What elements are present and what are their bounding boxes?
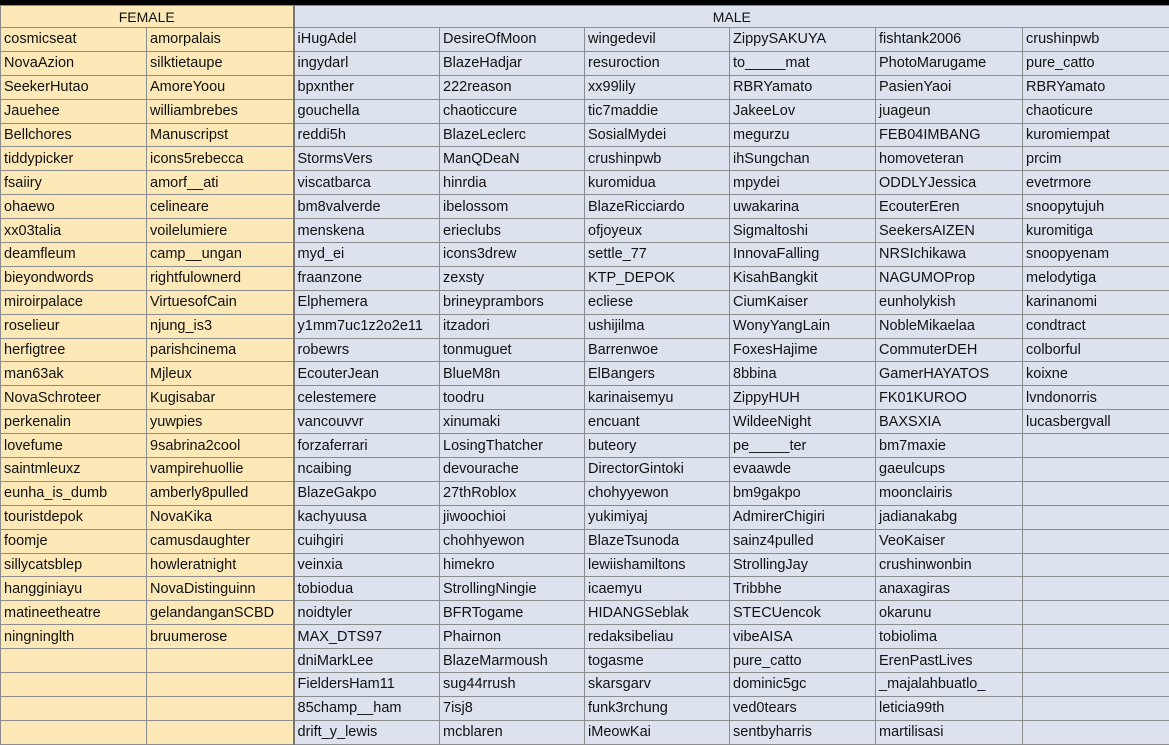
- female-cell[interactable]: Manuscripst: [147, 123, 294, 147]
- male-cell[interactable]: jiwoochioi: [440, 505, 585, 529]
- table-row: [1, 75, 1169, 99]
- male-cell[interactable]: NRSIchikawa: [876, 243, 1023, 267]
- male-cell[interactable]: WonyYangLain: [730, 314, 876, 338]
- female-cell[interactable]: 9sabrina2cool: [147, 434, 294, 458]
- female-cell[interactable]: xx03talia: [1, 219, 147, 243]
- table-row: [1, 171, 1169, 195]
- male-cell[interactable]: chaoticure: [1023, 99, 1169, 123]
- table-row: [1, 553, 1169, 577]
- male-cell[interactable]: fishtank2006: [876, 28, 1023, 52]
- male-cell[interactable]: skarsgarv: [585, 673, 730, 697]
- female-cell[interactable]: sillycatsblep: [1, 553, 147, 577]
- spreadsheet: [0, 5, 1169, 717]
- female-cell[interactable]: roselieur: [1, 314, 147, 338]
- male-cell[interactable]: bm8valverde: [294, 195, 440, 219]
- male-cell[interactable]: itzadori: [440, 314, 585, 338]
- male-header[interactable]: MALE: [294, 6, 1169, 28]
- female-cell[interactable]: amorf__ati: [147, 171, 294, 195]
- male-cell[interactable]: okarunu: [876, 601, 1023, 625]
- male-cell[interactable]: FoxesHajime: [730, 338, 876, 362]
- female-cell[interactable]: [1, 673, 147, 697]
- male-cell[interactable]: ZippySAKUYA: [730, 28, 876, 52]
- female-cell[interactable]: Mjleux: [147, 362, 294, 386]
- male-cell[interactable]: ofjoyeux: [585, 219, 730, 243]
- male-cell[interactable]: [1023, 720, 1169, 744]
- female-cell[interactable]: bieyondwords: [1, 266, 147, 290]
- female-cell[interactable]: yuwpies: [147, 410, 294, 434]
- male-cell[interactable]: StormsVers: [294, 147, 440, 171]
- male-cell[interactable]: homoveteran: [876, 147, 1023, 171]
- female-cell[interactable]: NovaSchroteer: [1, 386, 147, 410]
- male-cell[interactable]: ibelossom: [440, 195, 585, 219]
- female-cell[interactable]: hangginiayu: [1, 577, 147, 601]
- male-cell[interactable]: toodru: [440, 386, 585, 410]
- male-cell[interactable]: forzaferrari: [294, 434, 440, 458]
- male-cell[interactable]: kachyuusa: [294, 505, 440, 529]
- table-row: [1, 720, 1169, 744]
- male-cell[interactable]: BlazeTsunoda: [585, 529, 730, 553]
- male-cell[interactable]: pure_catto: [730, 649, 876, 673]
- male-cell[interactable]: moonclairis: [876, 481, 1023, 505]
- table-row: [1, 314, 1169, 338]
- male-cell[interactable]: ErenPastLives: [876, 649, 1023, 673]
- male-cell[interactable]: martilisasi: [876, 720, 1023, 744]
- male-cell[interactable]: ved0tears: [730, 696, 876, 720]
- table-row: [1, 123, 1169, 147]
- male-cell[interactable]: crushinpwb: [585, 147, 730, 171]
- female-cell[interactable]: icons5rebecca: [147, 147, 294, 171]
- table-row: [1, 290, 1169, 314]
- male-cell[interactable]: SosialMydei: [585, 123, 730, 147]
- male-cell[interactable]: ihSungchan: [730, 147, 876, 171]
- male-cell[interactable]: GamerHAYATOS: [876, 362, 1023, 386]
- male-cell[interactable]: prcim: [1023, 147, 1169, 171]
- male-cell[interactable]: _majalahbuatlo_: [876, 673, 1023, 697]
- male-cell[interactable]: xx99lily: [585, 75, 730, 99]
- table-row: [1, 266, 1169, 290]
- female-cell[interactable]: NovaDistinguinn: [147, 577, 294, 601]
- male-cell[interactable]: crushinpwb: [1023, 28, 1169, 52]
- male-cell[interactable]: jadianakabg: [876, 505, 1023, 529]
- female-cell[interactable]: [147, 649, 294, 673]
- male-cell[interactable]: xinumaki: [440, 410, 585, 434]
- female-cell[interactable]: voilelumiere: [147, 219, 294, 243]
- male-cell[interactable]: resuroction: [585, 51, 730, 75]
- male-cell[interactable]: FieldersHam11: [294, 673, 440, 697]
- male-cell[interactable]: vancouvvr: [294, 410, 440, 434]
- male-cell[interactable]: settle_77: [585, 243, 730, 267]
- male-cell[interactable]: lewiishamiltons: [585, 553, 730, 577]
- male-cell[interactable]: lucasbergvall: [1023, 410, 1169, 434]
- male-cell[interactable]: 222reason: [440, 75, 585, 99]
- female-cell[interactable]: ohaewo: [1, 195, 147, 219]
- male-cell[interactable]: Tribbhe: [730, 577, 876, 601]
- male-cell[interactable]: ingydarl: [294, 51, 440, 75]
- female-cell[interactable]: [1, 649, 147, 673]
- male-cell[interactable]: [1023, 434, 1169, 458]
- male-cell[interactable]: viscatbarca: [294, 171, 440, 195]
- female-cell[interactable]: fsaiiry: [1, 171, 147, 195]
- name-table: [0, 5, 1169, 745]
- female-cell[interactable]: [147, 720, 294, 744]
- table-row: [1, 243, 1169, 267]
- male-cell[interactable]: ODDLYJessica: [876, 171, 1023, 195]
- male-cell[interactable]: fraanzone: [294, 266, 440, 290]
- male-cell[interactable]: evaawde: [730, 458, 876, 482]
- table-row: [1, 481, 1169, 505]
- male-cell[interactable]: sug44rrush: [440, 673, 585, 697]
- male-cell[interactable]: eunholykish: [876, 290, 1023, 314]
- female-cell[interactable]: [147, 673, 294, 697]
- male-cell[interactable]: FEB04IMBANG: [876, 123, 1023, 147]
- table-row: [1, 386, 1169, 410]
- male-cell[interactable]: EcouterEren: [876, 195, 1023, 219]
- male-cell[interactable]: togasme: [585, 649, 730, 673]
- male-cell[interactable]: NAGUMOProp: [876, 266, 1023, 290]
- male-cell[interactable]: crushinwonbin: [876, 553, 1023, 577]
- female-cell[interactable]: foomje: [1, 529, 147, 553]
- male-cell[interactable]: MAX_DTS97: [294, 625, 440, 649]
- male-cell[interactable]: ushijilma: [585, 314, 730, 338]
- male-cell[interactable]: pe_____ter: [730, 434, 876, 458]
- male-cell[interactable]: [1023, 625, 1169, 649]
- female-cell[interactable]: tiddypicker: [1, 147, 147, 171]
- male-cell[interactable]: PasienYaoi: [876, 75, 1023, 99]
- header-row: [1, 6, 1169, 28]
- male-cell[interactable]: STECUencok: [730, 601, 876, 625]
- male-cell[interactable]: HIDANGSeblak: [585, 601, 730, 625]
- male-cell[interactable]: BlazeHadjar: [440, 51, 585, 75]
- male-cell[interactable]: evetrmore: [1023, 171, 1169, 195]
- male-cell[interactable]: [1023, 529, 1169, 553]
- male-cell[interactable]: PhotoMarugame: [876, 51, 1023, 75]
- male-cell[interactable]: tonmuguet: [440, 338, 585, 362]
- table-row: [1, 195, 1169, 219]
- male-cell[interactable]: StrollingNingie: [440, 577, 585, 601]
- male-cell[interactable]: pure_catto: [1023, 51, 1169, 75]
- male-cell[interactable]: colborful: [1023, 338, 1169, 362]
- male-cell[interactable]: snoopytujuh: [1023, 195, 1169, 219]
- female-cell[interactable]: silktietaupe: [147, 51, 294, 75]
- male-cell[interactable]: [1023, 505, 1169, 529]
- male-cell[interactable]: StrollingJay: [730, 553, 876, 577]
- table-row: [1, 51, 1169, 75]
- female-cell[interactable]: camusdaughter: [147, 529, 294, 553]
- male-cell[interactable]: koixne: [1023, 362, 1169, 386]
- male-cell[interactable]: noidtyler: [294, 601, 440, 625]
- male-cell[interactable]: megurzu: [730, 123, 876, 147]
- table-row: [1, 577, 1169, 601]
- male-cell[interactable]: 85champ__ham: [294, 696, 440, 720]
- male-cell[interactable]: chohhyewon: [440, 529, 585, 553]
- male-cell[interactable]: kuromitiga: [1023, 219, 1169, 243]
- male-cell[interactable]: encuant: [585, 410, 730, 434]
- male-cell[interactable]: anaxagiras: [876, 577, 1023, 601]
- male-cell[interactable]: KisahBangkit: [730, 266, 876, 290]
- female-cell[interactable]: bruumerose: [147, 625, 294, 649]
- table-row: [1, 338, 1169, 362]
- female-cell[interactable]: vampirehuollie: [147, 458, 294, 482]
- male-cell[interactable]: WildeeNight: [730, 410, 876, 434]
- male-cell[interactable]: hinrdia: [440, 171, 585, 195]
- male-cell[interactable]: myd_ei: [294, 243, 440, 267]
- male-cell[interactable]: BlazeGakpo: [294, 481, 440, 505]
- male-cell[interactable]: NobleMikaelaa: [876, 314, 1023, 338]
- female-cell[interactable]: Jauehee: [1, 99, 147, 123]
- table-row: [1, 458, 1169, 482]
- male-cell[interactable]: RBRYamato: [730, 75, 876, 99]
- male-cell[interactable]: dniMarkLee: [294, 649, 440, 673]
- male-cell[interactable]: bpxnther: [294, 75, 440, 99]
- male-cell[interactable]: snoopyenam: [1023, 243, 1169, 267]
- female-cell[interactable]: perkenalin: [1, 410, 147, 434]
- male-cell[interactable]: tobiolima: [876, 625, 1023, 649]
- table-row: [1, 28, 1169, 52]
- male-cell[interactable]: icons3drew: [440, 243, 585, 267]
- male-cell[interactable]: to_____mat: [730, 51, 876, 75]
- female-cell[interactable]: ningninglth: [1, 625, 147, 649]
- female-cell[interactable]: herfigtree: [1, 338, 147, 362]
- female-cell[interactable]: Bellchores: [1, 123, 147, 147]
- female-cell[interactable]: NovaAzion: [1, 51, 147, 75]
- male-cell[interactable]: iHugAdel: [294, 28, 440, 52]
- male-cell[interactable]: yukimiyaj: [585, 505, 730, 529]
- female-cell[interactable]: rightfulownerd: [147, 266, 294, 290]
- male-cell[interactable]: ecliese: [585, 290, 730, 314]
- male-cell[interactable]: brineyprambors: [440, 290, 585, 314]
- female-cell[interactable]: SeekerHutao: [1, 75, 147, 99]
- table-row: [1, 99, 1169, 123]
- male-cell[interactable]: Phairnon: [440, 625, 585, 649]
- female-cell[interactable]: gelandanganSCBD: [147, 601, 294, 625]
- male-cell[interactable]: BlazeLeclerc: [440, 123, 585, 147]
- male-cell[interactable]: karinanomi: [1023, 290, 1169, 314]
- male-cell[interactable]: lvndonorris: [1023, 386, 1169, 410]
- female-cell[interactable]: howleratnight: [147, 553, 294, 577]
- female-cell[interactable]: cosmicseat: [1, 28, 147, 52]
- male-cell[interactable]: BFRTogame: [440, 601, 585, 625]
- male-cell[interactable]: [1023, 458, 1169, 482]
- male-cell[interactable]: ElBangers: [585, 362, 730, 386]
- female-cell[interactable]: celineare: [147, 195, 294, 219]
- female-cell[interactable]: NovaKika: [147, 505, 294, 529]
- male-cell[interactable]: melodytiga: [1023, 266, 1169, 290]
- male-cell[interactable]: Elphemera: [294, 290, 440, 314]
- male-cell[interactable]: menskena: [294, 219, 440, 243]
- male-cell[interactable]: bm7maxie: [876, 434, 1023, 458]
- male-cell[interactable]: 8bbina: [730, 362, 876, 386]
- male-cell[interactable]: sainz4pulled: [730, 529, 876, 553]
- male-cell[interactable]: CommuterDEH: [876, 338, 1023, 362]
- male-cell[interactable]: condtract: [1023, 314, 1169, 338]
- female-cell[interactable]: parishcinema: [147, 338, 294, 362]
- male-cell[interactable]: Sigmaltoshi: [730, 219, 876, 243]
- male-cell[interactable]: kuromidua: [585, 171, 730, 195]
- male-cell[interactable]: EcouterJean: [294, 362, 440, 386]
- male-cell[interactable]: kuromiempat: [1023, 123, 1169, 147]
- female-cell[interactable]: touristdepok: [1, 505, 147, 529]
- female-cell[interactable]: amberly8pulled: [147, 481, 294, 505]
- male-cell[interactable]: sentbyharris: [730, 720, 876, 744]
- female-cell[interactable]: deamfleum: [1, 243, 147, 267]
- table-row: [1, 410, 1169, 434]
- male-cell[interactable]: SeekersAIZEN: [876, 219, 1023, 243]
- male-cell[interactable]: uwakarina: [730, 195, 876, 219]
- male-cell[interactable]: chaoticcure: [440, 99, 585, 123]
- male-cell[interactable]: tic7maddie: [585, 99, 730, 123]
- male-cell[interactable]: funk3rchung: [585, 696, 730, 720]
- male-cell[interactable]: devourache: [440, 458, 585, 482]
- male-cell[interactable]: leticia99th: [876, 696, 1023, 720]
- female-cell[interactable]: miroirpalace: [1, 290, 147, 314]
- male-cell[interactable]: DirectorGintoki: [585, 458, 730, 482]
- female-cell[interactable]: man63ak: [1, 362, 147, 386]
- table-row: [1, 649, 1169, 673]
- male-cell[interactable]: redaksibeliau: [585, 625, 730, 649]
- male-cell[interactable]: [1023, 481, 1169, 505]
- male-cell[interactable]: 7isj8: [440, 696, 585, 720]
- table-row: [1, 434, 1169, 458]
- female-cell[interactable]: [1, 720, 147, 744]
- male-cell[interactable]: zexsty: [440, 266, 585, 290]
- female-cell[interactable]: matineetheatre: [1, 601, 147, 625]
- table-row: [1, 529, 1169, 553]
- male-cell[interactable]: ncaibing: [294, 458, 440, 482]
- male-cell[interactable]: bm9gakpo: [730, 481, 876, 505]
- male-cell[interactable]: KTP_DEPOK: [585, 266, 730, 290]
- male-cell[interactable]: iMeowKai: [585, 720, 730, 744]
- table-row: [1, 219, 1169, 243]
- table-row: [1, 625, 1169, 649]
- male-cell[interactable]: himekro: [440, 553, 585, 577]
- male-cell[interactable]: juageun: [876, 99, 1023, 123]
- male-cell[interactable]: RBRYamato: [1023, 75, 1169, 99]
- male-cell[interactable]: vibeAISA: [730, 625, 876, 649]
- male-cell[interactable]: tobiodua: [294, 577, 440, 601]
- female-cell[interactable]: Kugisabar: [147, 386, 294, 410]
- male-cell[interactable]: BlueM8n: [440, 362, 585, 386]
- male-cell[interactable]: erieclubs: [440, 219, 585, 243]
- male-cell[interactable]: drift_y_lewis: [294, 720, 440, 744]
- female-cell[interactable]: amorpalais: [147, 28, 294, 52]
- male-cell[interactable]: AdmirerChigiri: [730, 505, 876, 529]
- male-cell[interactable]: cuihgiri: [294, 529, 440, 553]
- male-cell[interactable]: InnovaFalling: [730, 243, 876, 267]
- table-row: [1, 505, 1169, 529]
- male-cell[interactable]: icaemyu: [585, 577, 730, 601]
- male-cell[interactable]: BAXSXIA: [876, 410, 1023, 434]
- male-cell[interactable]: [1023, 649, 1169, 673]
- male-cell[interactable]: wingedevil: [585, 28, 730, 52]
- male-cell[interactable]: robewrs: [294, 338, 440, 362]
- female-cell[interactable]: eunha_is_dumb: [1, 481, 147, 505]
- male-cell[interactable]: VeoKaiser: [876, 529, 1023, 553]
- male-cell[interactable]: gouchella: [294, 99, 440, 123]
- male-cell[interactable]: [1023, 553, 1169, 577]
- male-cell[interactable]: reddi5h: [294, 123, 440, 147]
- male-cell[interactable]: DesireOfMoon: [440, 28, 585, 52]
- male-cell[interactable]: mpydei: [730, 171, 876, 195]
- female-cell[interactable]: AmoreYoou: [147, 75, 294, 99]
- male-cell[interactable]: FK01KUROO: [876, 386, 1023, 410]
- table-row: [1, 673, 1169, 697]
- male-cell[interactable]: [1023, 577, 1169, 601]
- table-row: [1, 362, 1169, 386]
- male-cell[interactable]: [1023, 601, 1169, 625]
- female-header[interactable]: FEMALE: [1, 6, 294, 28]
- male-cell[interactable]: Barrenwoe: [585, 338, 730, 362]
- female-cell[interactable]: williambrebes: [147, 99, 294, 123]
- male-cell[interactable]: BlazeRicciardo: [585, 195, 730, 219]
- male-cell[interactable]: dominic5gc: [730, 673, 876, 697]
- male-cell[interactable]: [1023, 673, 1169, 697]
- male-cell[interactable]: buteory: [585, 434, 730, 458]
- male-cell[interactable]: veinxia: [294, 553, 440, 577]
- male-cell[interactable]: y1mm7uc1z2o2e11: [294, 314, 440, 338]
- male-cell[interactable]: BlazeMarmoush: [440, 649, 585, 673]
- male-cell[interactable]: CiumKaiser: [730, 290, 876, 314]
- female-cell[interactable]: njung_is3: [147, 314, 294, 338]
- male-cell[interactable]: LosingThatcher: [440, 434, 585, 458]
- male-cell[interactable]: 27thRoblox: [440, 481, 585, 505]
- table-row: [1, 147, 1169, 171]
- male-cell[interactable]: ZippyHUH: [730, 386, 876, 410]
- male-cell[interactable]: celestemere: [294, 386, 440, 410]
- female-cell[interactable]: VirtuesofCain: [147, 290, 294, 314]
- table-row: [1, 601, 1169, 625]
- male-cell[interactable]: chohyyewon: [585, 481, 730, 505]
- male-cell[interactable]: JakeeLov: [730, 99, 876, 123]
- female-cell[interactable]: lovefume: [1, 434, 147, 458]
- female-cell[interactable]: saintmleuxz: [1, 458, 147, 482]
- male-cell[interactable]: mcblaren: [440, 720, 585, 744]
- female-cell[interactable]: camp__ungan: [147, 243, 294, 267]
- male-cell[interactable]: ManQDeaN: [440, 147, 585, 171]
- male-cell[interactable]: gaeulcups: [876, 458, 1023, 482]
- male-cell[interactable]: karinaisemyu: [585, 386, 730, 410]
